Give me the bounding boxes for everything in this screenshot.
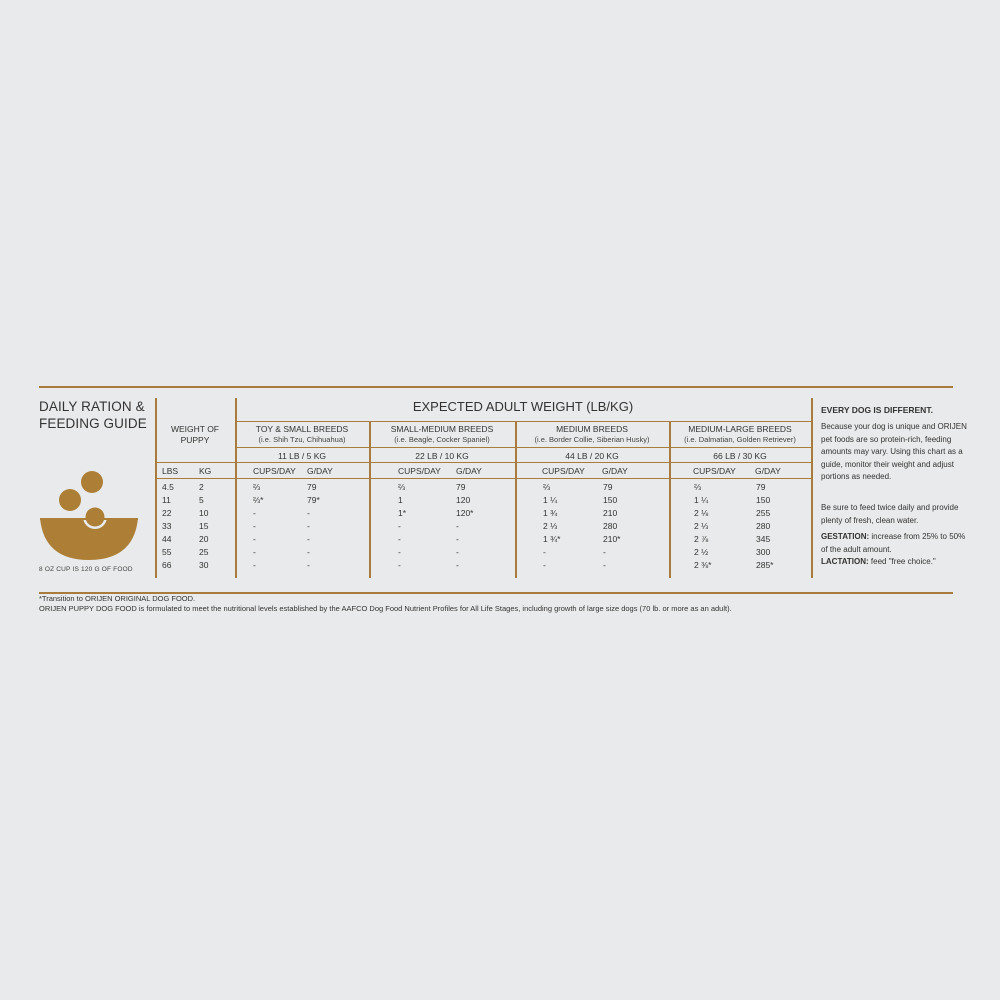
grams-cell: 210 bbox=[603, 508, 618, 518]
grams-cell: - bbox=[307, 534, 310, 544]
cups-cell: - bbox=[253, 521, 256, 531]
grams-cell: - bbox=[456, 534, 459, 544]
puppy-lbs-cell: 33 bbox=[162, 521, 172, 531]
cups-cell: 1 ¾ bbox=[543, 508, 558, 518]
grams-cell: - bbox=[307, 560, 310, 570]
col-grams-header: G/DAY bbox=[456, 466, 482, 476]
grams-cell: 79 bbox=[456, 482, 466, 492]
puppy-lbs-cell: 44 bbox=[162, 534, 172, 544]
guide-title-line1: DAILY RATION & bbox=[39, 399, 145, 414]
grams-cell: - bbox=[603, 547, 606, 557]
grams-cell: 280 bbox=[603, 521, 618, 531]
puppy-kg-cell: 10 bbox=[199, 508, 209, 518]
breed-weight: 44 LB / 20 KG bbox=[565, 451, 619, 461]
grams-cell: - bbox=[456, 560, 459, 570]
cups-cell: 1 bbox=[398, 495, 403, 505]
breed-example: (i.e. Border Collie, Siberian Husky) bbox=[534, 435, 650, 444]
puppy-lbs-cell: 66 bbox=[162, 560, 172, 570]
grams-cell: 120 bbox=[456, 495, 471, 505]
guide-title-line2: FEEDING GUIDE bbox=[39, 416, 147, 431]
side-lactation bbox=[821, 556, 971, 569]
breed-weight: 22 LB / 10 KG bbox=[415, 451, 469, 461]
breed-example: (i.e. Beagle, Cocker Spaniel) bbox=[394, 435, 490, 444]
divider bbox=[235, 421, 811, 422]
side-gestation bbox=[821, 531, 971, 556]
col-cups-header: CUPS/DAY bbox=[693, 466, 736, 476]
grams-cell: 285* bbox=[756, 560, 774, 570]
lactation-text: feed "free choice." bbox=[868, 557, 936, 566]
cups-cell: - bbox=[253, 560, 256, 570]
cups-cell: 2 ⅜* bbox=[694, 560, 712, 570]
grams-cell: 79* bbox=[307, 495, 320, 505]
lactation-label: LACTATION: bbox=[821, 557, 869, 566]
puppy-kg-cell: 15 bbox=[199, 521, 209, 531]
grams-cell: 79 bbox=[756, 482, 766, 492]
puppy-unit-lbs: LBS bbox=[162, 466, 179, 476]
col-grams-header: G/DAY bbox=[755, 466, 781, 476]
cups-cell: - bbox=[398, 521, 401, 531]
side-paragraph-1: Because your dog is unique and ORIJEN pet foods are so protein-rich, feeding amounts may vary. Using this chart as a guide, monitor their weight and adjust portions as needed. bbox=[821, 422, 967, 481]
divider bbox=[369, 422, 371, 578]
grams-cell: 255 bbox=[756, 508, 771, 518]
col-cups-header: CUPS/DAY bbox=[253, 466, 296, 476]
grams-cell: 300 bbox=[756, 547, 771, 557]
cups-cell: - bbox=[398, 560, 401, 570]
divider bbox=[155, 478, 811, 479]
cups-cell: 2 ⅞ bbox=[694, 534, 709, 544]
breed-weight: 11 LB / 5 KG bbox=[277, 451, 327, 461]
grams-cell: 280 bbox=[756, 521, 771, 531]
cups-cell: - bbox=[398, 534, 401, 544]
cups-cell: 2 ⅓ bbox=[543, 521, 558, 531]
side-heading: EVERY DOG IS DIFFERENT. bbox=[821, 405, 933, 415]
col-cups-header: CUPS/DAY bbox=[542, 466, 585, 476]
cups-cell: ⅔ bbox=[543, 482, 551, 492]
grams-cell: 120* bbox=[456, 508, 474, 518]
puppy-unit-kg: KG bbox=[199, 466, 212, 476]
cups-cell: 2 ⅓ bbox=[694, 521, 709, 531]
breed-name: TOY & SMALL BREEDS bbox=[255, 424, 349, 434]
cup-note: 8 OZ CUP IS 120 G OF FOOD bbox=[39, 566, 133, 573]
cups-cell: ⅔* bbox=[253, 495, 264, 505]
puppy-weight-header-line1: WEIGHT OF bbox=[170, 424, 219, 434]
grams-cell: 79 bbox=[307, 482, 317, 492]
breed-name: MEDIUM BREEDS bbox=[556, 424, 628, 434]
grams-cell: 79 bbox=[603, 482, 613, 492]
gestation-label: GESTATION: bbox=[821, 532, 870, 541]
cups-cell: ⅔ bbox=[253, 482, 261, 492]
grams-cell: - bbox=[307, 508, 310, 518]
cups-cell: ⅔ bbox=[694, 482, 702, 492]
cups-cell: ⅔ bbox=[398, 482, 406, 492]
cups-cell: - bbox=[253, 534, 256, 544]
cups-cell: - bbox=[543, 560, 546, 570]
grams-cell: 345 bbox=[756, 534, 771, 544]
cups-cell: - bbox=[398, 547, 401, 557]
breed-example: (i.e. Dalmatian, Golden Retriever) bbox=[684, 435, 796, 444]
col-grams-header: G/DAY bbox=[307, 466, 333, 476]
col-cups-header: CUPS/DAY bbox=[398, 466, 441, 476]
breed-name: SMALL-MEDIUM BREEDS bbox=[390, 424, 494, 434]
breed-example: (i.e. Shih Tzu, Chihuahua) bbox=[258, 435, 346, 444]
divider bbox=[515, 422, 517, 578]
cups-cell: 2 ½ bbox=[694, 547, 709, 557]
grams-cell: 210* bbox=[603, 534, 621, 544]
divider bbox=[235, 447, 811, 448]
grams-cell: - bbox=[456, 521, 459, 531]
cups-cell: - bbox=[253, 547, 256, 557]
puppy-kg-cell: 30 bbox=[199, 560, 209, 570]
puppy-lbs-cell: 4.5 bbox=[162, 482, 174, 492]
grams-cell: 150 bbox=[756, 495, 771, 505]
puppy-lbs-cell: 22 bbox=[162, 508, 172, 518]
puppy-kg-cell: 5 bbox=[199, 495, 204, 505]
feeding-guide-panel bbox=[39, 386, 967, 594]
cups-cell: 2 ⅛ bbox=[694, 508, 709, 518]
footer-transition-note: *Transition to ORIJEN ORIGINAL DOG FOOD. bbox=[39, 594, 196, 603]
cups-cell: 1 ¼ bbox=[543, 495, 558, 505]
cups-cell: 1 ¾* bbox=[543, 534, 561, 544]
puppy-weight-header-line2: PUPPY bbox=[180, 435, 210, 445]
puppy-kg-cell: 20 bbox=[199, 534, 209, 544]
grams-cell: - bbox=[307, 547, 310, 557]
cups-cell: 1* bbox=[398, 508, 407, 518]
side-paragraph-2: Be sure to feed twice daily and provide plenty of fresh, clean water. bbox=[821, 503, 959, 525]
puppy-lbs-cell: 11 bbox=[162, 495, 171, 505]
expected-weight-header: EXPECTED ADULT WEIGHT (LB/KG) bbox=[412, 399, 634, 414]
puppy-kg-cell: 25 bbox=[199, 547, 209, 557]
divider bbox=[669, 422, 671, 578]
breed-name: MEDIUM-LARGE BREEDS bbox=[688, 424, 792, 434]
cups-cell: - bbox=[253, 508, 256, 518]
gestation-text: increase from 25% to 50% of the adult amount. bbox=[821, 532, 966, 554]
divider bbox=[811, 398, 813, 578]
food-bowl-icon bbox=[39, 468, 139, 563]
divider bbox=[155, 462, 811, 463]
footer-aafco-statement: ORIJEN PUPPY DOG FOOD is formulated to meet the nutritional levels established by the AAFCO Dog Food Nutrient Profiles for All Life Stages, including growth of large size dogs (70 lb. or more as an adult). bbox=[39, 604, 732, 613]
grams-cell: - bbox=[456, 547, 459, 557]
grams-cell: - bbox=[307, 521, 310, 531]
col-grams-header: G/DAY bbox=[602, 466, 628, 476]
puppy-kg-cell: 2 bbox=[199, 482, 204, 492]
cups-cell: 1 ¼ bbox=[694, 495, 709, 505]
cups-cell: - bbox=[543, 547, 546, 557]
puppy-lbs-cell: 55 bbox=[162, 547, 172, 557]
breed-weight: 66 LB / 30 KG bbox=[713, 451, 767, 461]
grams-cell: - bbox=[603, 560, 606, 570]
grams-cell: 150 bbox=[603, 495, 618, 505]
